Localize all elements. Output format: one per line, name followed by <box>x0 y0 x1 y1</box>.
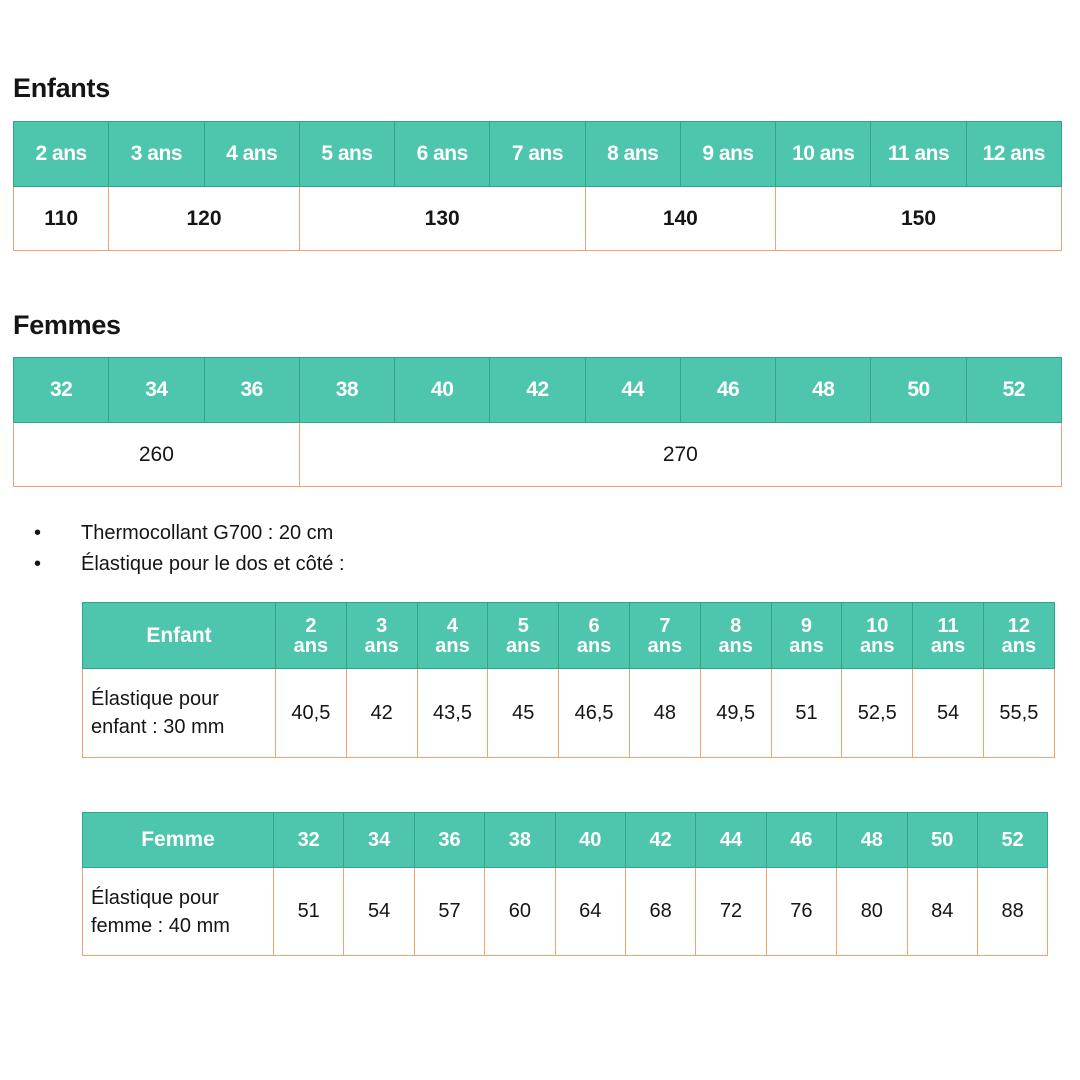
elastique-femme-table <box>82 812 1048 956</box>
elastique-enfant-value-row <box>83 669 1055 758</box>
femmes-header-cell: 36 <box>204 358 299 423</box>
elastique-femme-header-row <box>83 813 1048 868</box>
enfants-header-cell: 8 ans <box>585 122 680 187</box>
elastique-femme-header-cell: 36 <box>414 813 484 868</box>
elastique-enfant-header-cell: 6 ans <box>559 603 630 669</box>
elastique-enfant-value-cell: 54 <box>913 669 984 758</box>
enfants-header-row <box>14 122 1062 187</box>
elastique-enfant-header-cell: 9 ans <box>771 603 842 669</box>
elastique-femme-value-cell: 51 <box>274 868 344 956</box>
femmes-value-row <box>14 423 1062 487</box>
femmes-header-row <box>14 358 1062 423</box>
elastique-femme-value-cell: 54 <box>344 868 414 956</box>
elastique-femme-label: Femme <box>83 813 274 868</box>
bullet-icon: • <box>34 522 42 544</box>
elastique-enfant-value-cell: 48 <box>629 669 700 758</box>
elastique-femme-header-cell: 40 <box>555 813 625 868</box>
enfants-value-cell: 140 <box>585 187 776 251</box>
note-item <box>34 549 345 580</box>
elastique-enfant-header-cell: 2 ans <box>276 603 347 669</box>
enfants-header-cell: 7 ans <box>490 122 585 187</box>
elastique-femme-value-cell: 72 <box>696 868 766 956</box>
enfants-header-cell: 9 ans <box>680 122 775 187</box>
elastique-femme-value-cell: 76 <box>766 868 836 956</box>
femmes-header-cell: 38 <box>299 358 394 423</box>
enfants-header-cell: 10 ans <box>776 122 871 187</box>
elastique-enfant-value-cell: 40,5 <box>276 669 347 758</box>
enfants-header-cell: 11 ans <box>871 122 966 187</box>
femmes-value-cell: 270 <box>299 423 1061 487</box>
enfants-title: Enfants <box>13 73 110 103</box>
enfants-value-cell: 130 <box>299 187 585 251</box>
femmes-header-cell: 32 <box>14 358 109 423</box>
elastique-femme-value-cell: 60 <box>485 868 555 956</box>
elastique-femme-value-cell: 64 <box>555 868 625 956</box>
elastique-enfant-header-cell: 7 ans <box>629 603 700 669</box>
enfants-size-table <box>13 121 1062 251</box>
elastique-enfant-header-row <box>83 603 1055 669</box>
enfants-value-cell: 150 <box>776 187 1062 251</box>
bullet-icon: • <box>34 553 42 575</box>
elastique-enfant-header-cell: 10 ans <box>842 603 913 669</box>
enfants-header-cell: 4 ans <box>204 122 299 187</box>
elastique-enfant-header-cell: 5 ans <box>488 603 559 669</box>
femmes-header-cell: 48 <box>776 358 871 423</box>
enfants-header-cell: 3 ans <box>109 122 204 187</box>
elastique-enfant-value-cell: 45 <box>488 669 559 758</box>
elastique-femme-value-cell: 57 <box>414 868 484 956</box>
femmes-header-cell: 44 <box>585 358 680 423</box>
femmes-title: Femmes <box>13 310 121 340</box>
femmes-header-cell: 50 <box>871 358 966 423</box>
elastique-femme-header-cell: 50 <box>907 813 977 868</box>
elastique-femme-value-row <box>83 868 1048 956</box>
elastique-femme-header-cell: 34 <box>344 813 414 868</box>
elastique-enfant-value-cell: 46,5 <box>559 669 630 758</box>
femmes-header-cell: 46 <box>680 358 775 423</box>
elastique-enfant-value-cell: 49,5 <box>700 669 771 758</box>
femmes-header-cell: 42 <box>490 358 585 423</box>
elastique-femme-value-cell: 80 <box>837 868 907 956</box>
enfants-value-cell: 110 <box>14 187 109 251</box>
elastique-femme-row-label: Élastique pour femme : 40 mm <box>83 868 274 956</box>
elastique-femme-header-cell: 32 <box>274 813 344 868</box>
elastique-femme-header-cell: 42 <box>625 813 695 868</box>
elastique-enfant-value-cell: 42 <box>346 669 417 758</box>
femmes-value-cell: 260 <box>14 423 300 487</box>
elastique-enfant-value-cell: 52,5 <box>842 669 913 758</box>
elastique-femme-header-cell: 44 <box>696 813 766 868</box>
elastique-enfant-header-cell: 8 ans <box>700 603 771 669</box>
elastique-enfant-header-cell: 4 ans <box>417 603 488 669</box>
elastique-femme-value-cell: 88 <box>977 868 1047 956</box>
elastique-femme-header-cell: 52 <box>977 813 1047 868</box>
femmes-header-cell: 34 <box>109 358 204 423</box>
enfants-value-row <box>14 187 1062 251</box>
enfants-header-cell: 6 ans <box>395 122 490 187</box>
enfants-header-cell: 2 ans <box>14 122 109 187</box>
enfants-header-cell: 5 ans <box>299 122 394 187</box>
note-item <box>34 518 345 549</box>
enfants-header-cell: 12 ans <box>966 122 1061 187</box>
elastique-enfant-table <box>82 602 1055 758</box>
notes-list <box>34 518 345 580</box>
enfants-value-cell: 120 <box>109 187 300 251</box>
elastique-femme-value-cell: 84 <box>907 868 977 956</box>
elastique-femme-value-cell: 68 <box>625 868 695 956</box>
elastique-femme-header-cell: 38 <box>485 813 555 868</box>
elastique-enfant-header-cell: 11 ans <box>913 603 984 669</box>
elastique-enfant-value-cell: 43,5 <box>417 669 488 758</box>
elastique-femme-header-cell: 46 <box>766 813 836 868</box>
femmes-size-table <box>13 357 1062 487</box>
elastique-femme-header-cell: 48 <box>837 813 907 868</box>
elastique-enfant-value-cell: 51 <box>771 669 842 758</box>
note-text: Élastique pour le dos et côté : <box>81 553 345 575</box>
femmes-header-cell: 52 <box>966 358 1061 423</box>
elastique-enfant-row-label: Élastique pour enfant : 30 mm <box>83 669 276 758</box>
elastique-enfant-label: Enfant <box>83 603 276 669</box>
note-text: Thermocollant G700 : 20 cm <box>81 522 334 544</box>
elastique-enfant-header-cell: 3 ans <box>346 603 417 669</box>
elastique-enfant-header-cell: 12 ans <box>983 603 1054 669</box>
elastique-enfant-value-cell: 55,5 <box>983 669 1054 758</box>
femmes-header-cell: 40 <box>395 358 490 423</box>
